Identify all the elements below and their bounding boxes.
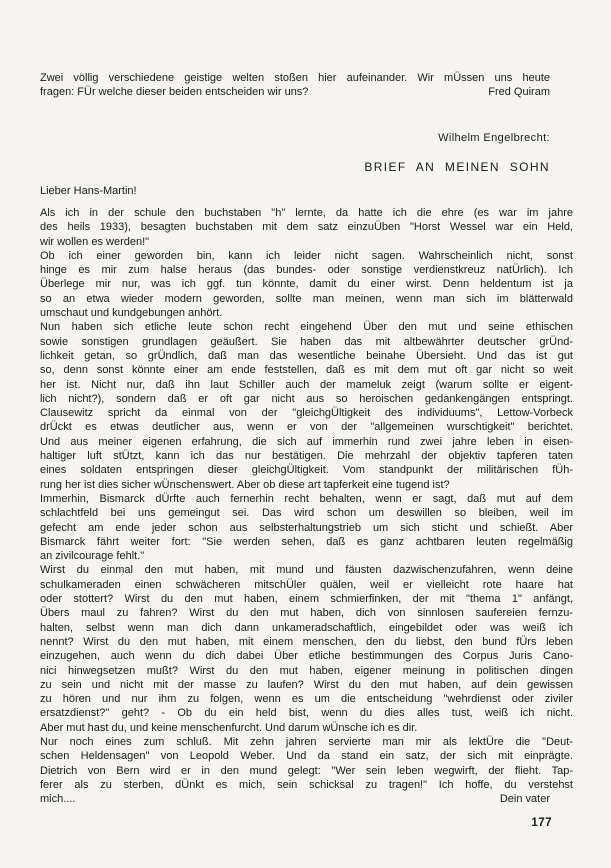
text-line: so an etwa wieder modern geworden, sollte man meinen, wenn man sich im blätterwald: [40, 292, 573, 305]
salutation: Lieber Hans-Martin!: [40, 185, 137, 197]
text-block: [40, 71, 573, 851]
epigraph-line: Zwei völlig verschiedene geistige welten stoßen hier aufeinander. Wir mÜssen uns heute: [40, 72, 550, 84]
author-line: Wilhelm Engelbrecht:: [438, 132, 550, 144]
text-line: Nur noch eines zum schluß. Mit zehn jahren servierte man mir als lektÜre die "Deut-: [40, 735, 573, 748]
signature: Dein vater: [499, 793, 550, 806]
text-line: oder stottert? Wirst du den mut haben, einem schmierfinken, der mit "thema 1" anfängt,: [40, 593, 573, 606]
epigraph-row: [40, 85, 550, 101]
text-line: her ist. Nicht nur, daß ihn laut Schiller auch der mameluk zeigt (warum sollte er eigent-: [40, 378, 573, 391]
text-line: zu sein und nicht mit der masse zu laufen? Wirst du den mut haben, auf dein gewissen: [40, 678, 573, 691]
text-line: schlachtfeld bei uns gemeingut sei. Das wird schon um deswillen so bleiben, weil im: [40, 507, 573, 520]
text-line: Clausewitz spricht da einmal von der "gleichgÜltigkeit des individuums", Lettow-Vorbeck: [40, 407, 573, 420]
text-line: nennt? Wirst du den mut haben, mit einem menschen, den du liebst, den bund fÜrs leben: [40, 635, 573, 648]
paragraphs: [40, 206, 573, 792]
epigraph-attribution: Fred Quiram: [488, 86, 550, 99]
text-line: rung her ist dies sicher wÜnschenswert. Aber ob diese art tapferkeit eine tugend ist?: [40, 478, 450, 491]
epigraph-line: fragen: FÜr welche dieser beiden entscheiden wir uns?: [40, 86, 309, 99]
text-line: schulkameraden einen schwächeren mitschÜler quälen, weil er vielleicht rote haare hat: [40, 578, 573, 591]
text-line: so, denn sonst könnte einer am ende feststellen, daß es mit dem mut oft gar nicht so weit: [40, 364, 573, 377]
text-line: des heils 1933), besagten buchstaben mit dem satz einzuÜben "Horst Wessel war ein Held,: [40, 221, 573, 234]
text-line: lich nicht?), sondern daß er oft gar nicht aus so heroischen gedankengängen entspringt.: [40, 392, 573, 405]
text-line: drÜckt es etwas deutlicher aus, wenn er von der "allgemeinen wurschtigkeit" berichtet.: [40, 421, 573, 434]
text-line: einzugehen, auch wenn du dich dabei Über etliche bestimmungen des Corpus Juris Cano-: [40, 650, 573, 663]
text-line: Nun haben sich etliche leute schon recht eingehend Über den mut und seine ethischen: [40, 321, 573, 334]
text-line: Aber mut hast du, und keine menschenfurcht. Und darum wÜnsche ich es dir.: [40, 721, 418, 734]
text-line: umschaut und kundgebungen anhört.: [40, 307, 223, 320]
text-line: an zivilcourage fehlt.": [40, 550, 145, 563]
text-line: zu hören und nur ihm zu folgen, wenn es um die entscheidung "wehrdienst oder ziviler: [40, 693, 573, 706]
text-line: Ob ich einer geworden bin, kann ich leider nicht sagen. Wahrscheinlich nicht, sonst: [40, 249, 573, 262]
text-line: wir wollen es werden!": [40, 235, 150, 248]
text-line: Überlege mir nur, was ich ggf. tun könnte, damit du einer wirst. Denn heldentum ist ja: [40, 278, 573, 291]
epigraph: [40, 71, 550, 101]
text-line: Dietrich von Bern wird er in den mund gelegt: "Wer sein leben wegwirft, der flieht. Tap-: [40, 764, 573, 777]
closing-line: [40, 792, 573, 806]
text-line: lichkeit getan, so grÜndlich, daß man das wesentliche beinahe Übersieht. Und das ist gut: [40, 349, 573, 362]
page-number: 177: [531, 817, 552, 829]
letter-body: [40, 206, 573, 806]
text-line: Und aus meiner eigenen erfahrung, die sich auf immerhin rund zwei jahre leben in eisen-: [40, 435, 573, 448]
text-line: haltiger luft stÜtzt, kann ich das nur bestätigen. Die mehrzahl der objektiv tapferen taten: [40, 450, 573, 463]
text-line: sowie sonstigen grundlagen geäußert. Sie haben das mit altbewährter deutscher grÜnd-: [40, 335, 573, 348]
text-line: Bismarck fährt weiter fort: "Sie werden sehen, daß es ganz achtbaren leuten regelmäßig: [40, 535, 573, 548]
text-line: hinge es mir zum halse heraus (das bundes- oder sonstige verdienstkreuz natÜrlich). Ich: [40, 264, 573, 277]
text-line: Immerhin, Bismarck dÜrfte auch fernerhin recht behalten, wenn er sagt, daß mut auf dem: [40, 492, 573, 505]
text-line: gefecht am ende jeder schon aus selbsterhaltungstrieb um sich sticht und schießt. Aber: [40, 521, 573, 534]
letter-title: BRIEF AN MEINEN SOHN: [364, 160, 550, 174]
text-line: Übers maul zu fahren? Wirst du den mut haben, dich von sinnlosen saufereien fernzu-: [40, 607, 573, 620]
text-line: schen Heldensagen" von Leopold Weber. Und da stand ein satz, der sich mit einprägte.: [40, 750, 573, 763]
closing-text: mich....: [40, 793, 76, 806]
text-line: eines soldaten entspringen dieser gleichgÜltigkeit. Vom standpunkt der militärischen fÜh-: [40, 464, 573, 477]
text-line: halten, selbst wenn man dich dann unkameradschaftlich, eingebildet oder was weiß ich: [40, 621, 573, 634]
text-line: nici hinwegsetzen mußt? Wirst du den mut haben, eigener meinung in politischen dingen: [40, 664, 573, 677]
text-line: Wirst du einmal den mut haben, mit mund und fäusten dazwischenzufahren, wenn deine: [40, 564, 573, 577]
text-line: ersatzdienst?" geht? - Ob du ein held bist, wenn du dies alles tust, weiß ich nicht.: [40, 707, 573, 720]
text-line: ferer als zu sterben, dÜnkt es mich, sein schicksal zu tragen!" Ich hoffe, du verstehst: [40, 778, 573, 791]
text-line: Als ich in der schule den buchstaben "h" lernte, da hatte ich die ehre (es war im jahre: [40, 207, 573, 219]
